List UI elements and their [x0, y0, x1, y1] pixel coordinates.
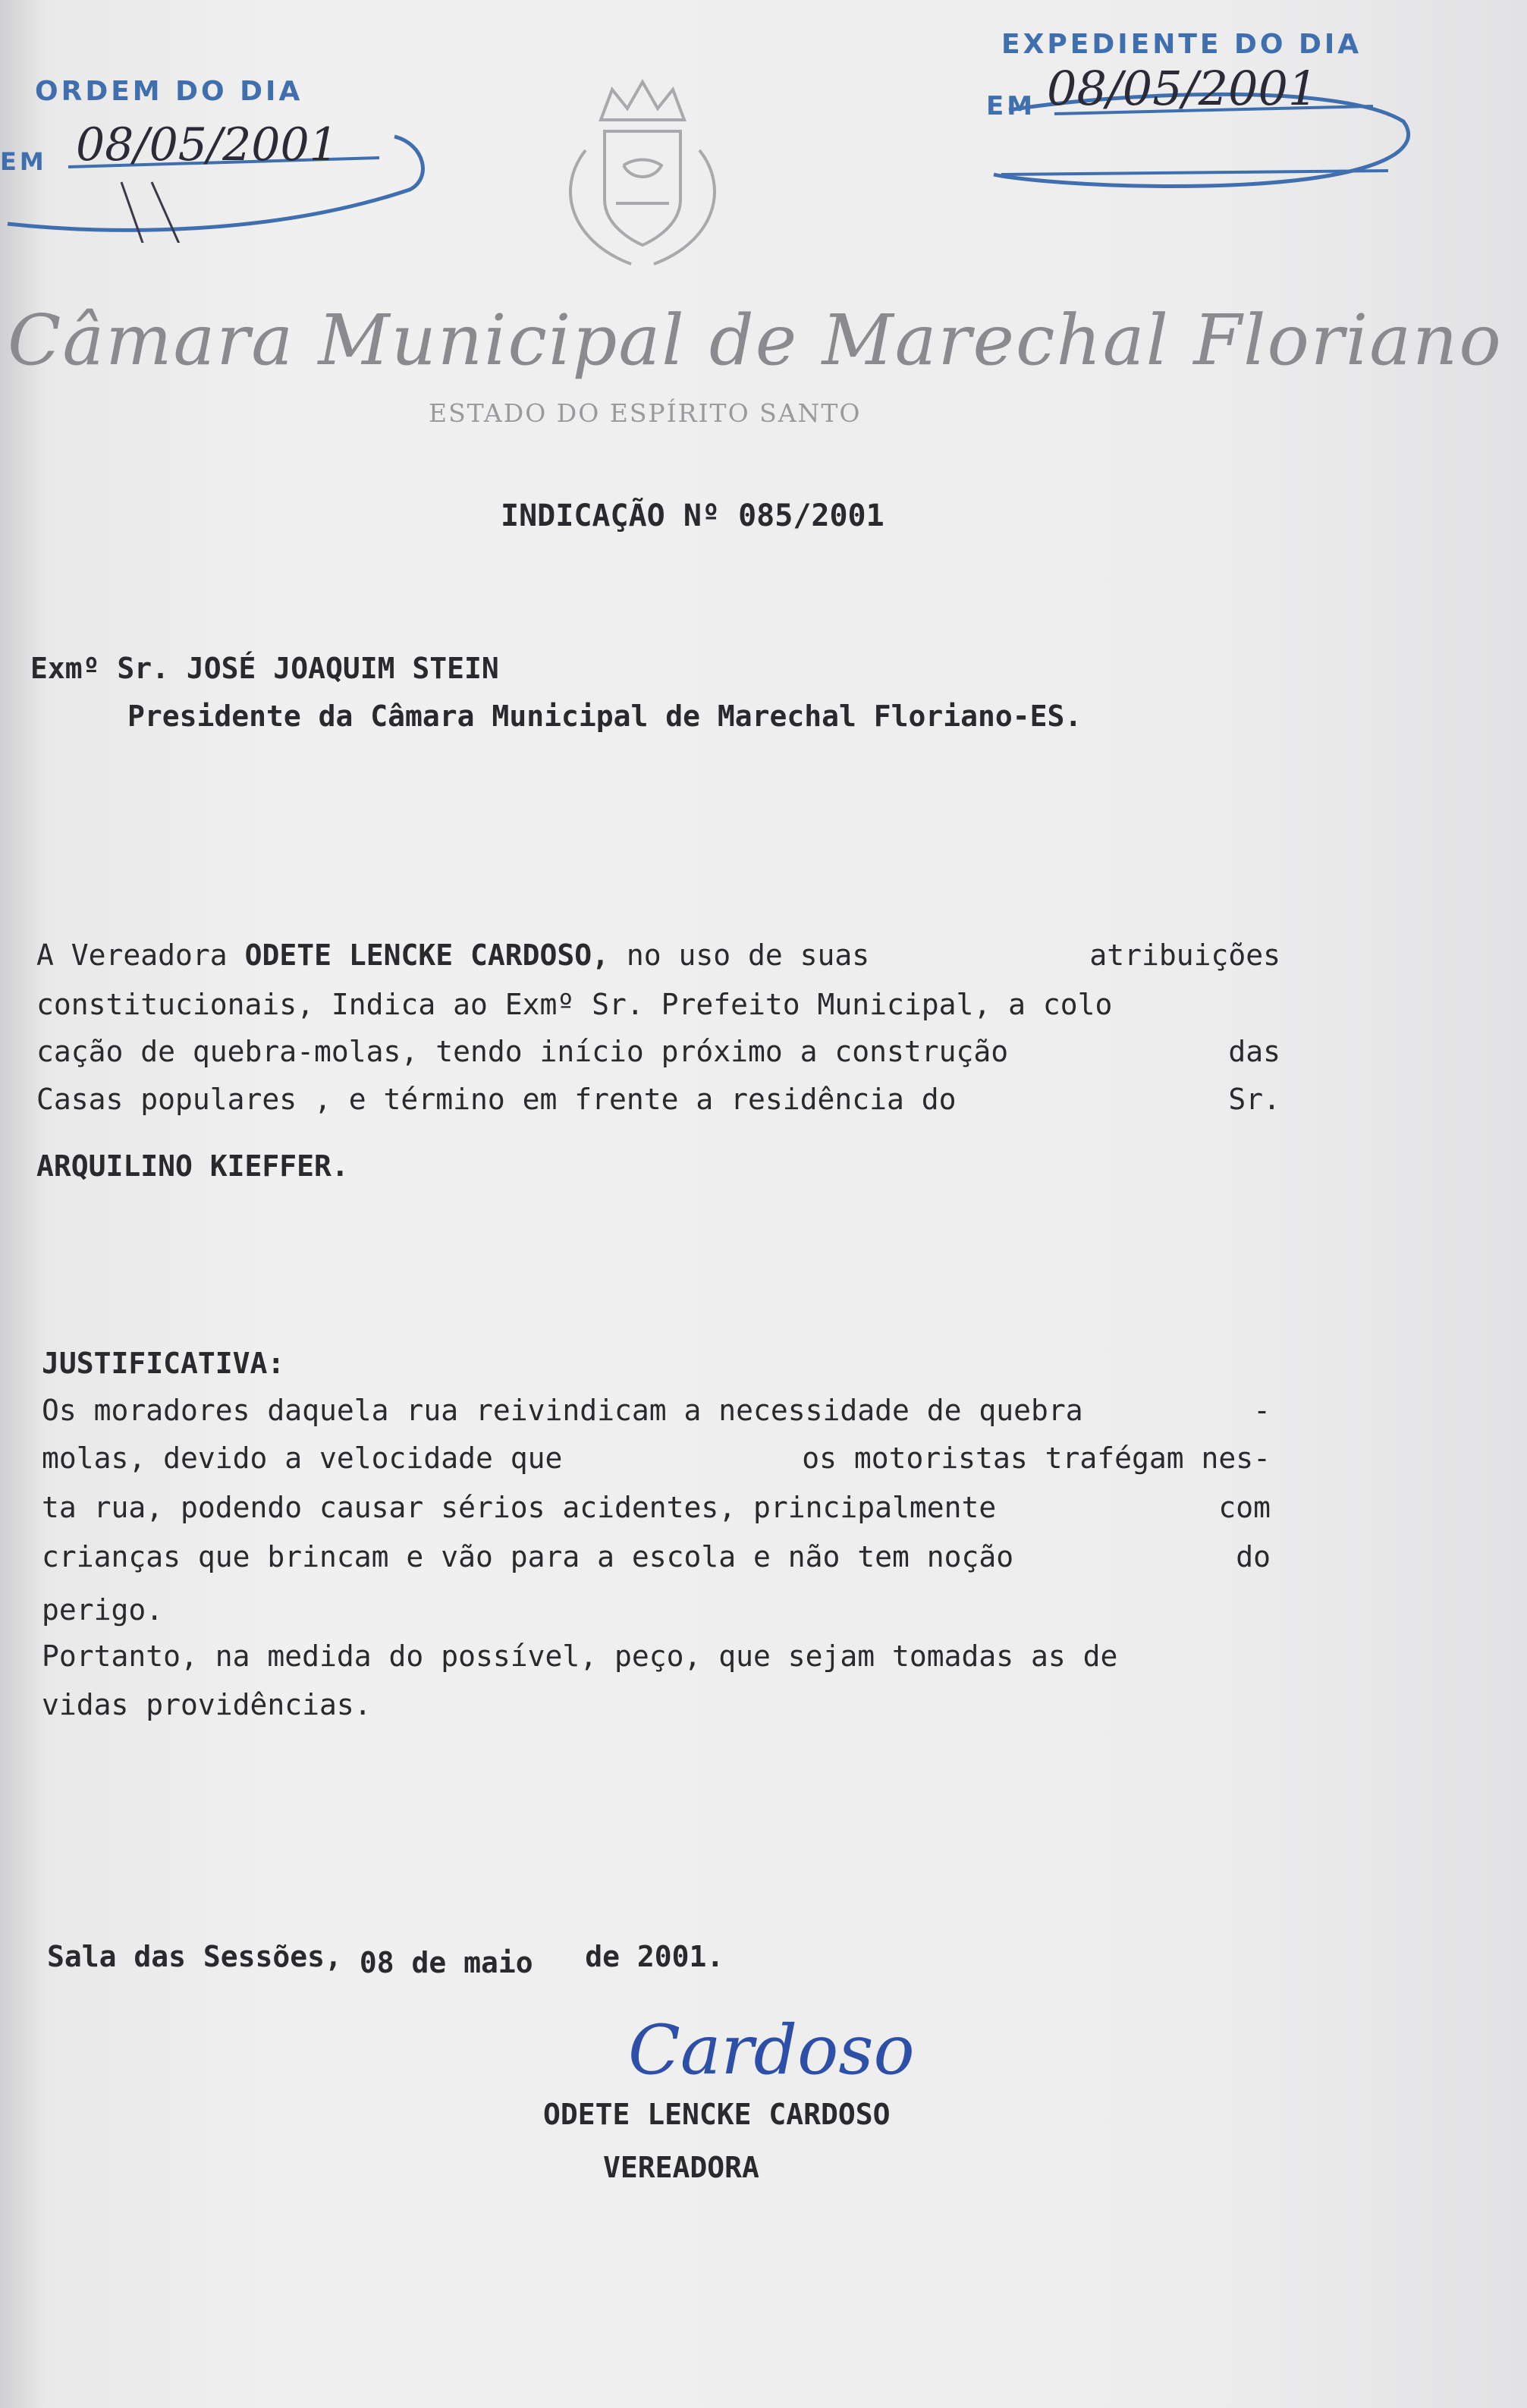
signatory-role: VEREADORA [603, 2151, 759, 2184]
justification-text: com [1218, 1491, 1271, 1524]
justification-line-1 [42, 1396, 1271, 1425]
body-text: Sr. [1228, 1083, 1280, 1116]
justification-text: os motoristas trafégam nes- [802, 1441, 1271, 1475]
body-text: atribuições [1089, 938, 1280, 972]
justification-line-3 [42, 1493, 1271, 1522]
stamp-expediente-prefix: EM [986, 91, 1036, 121]
justification-line-4 [42, 1542, 1271, 1571]
closing-line [47, 1940, 724, 1979]
justification-heading: JUSTIFICATIVA: [42, 1347, 285, 1380]
body-text: cação de quebra-molas, tendo início próximo a construção [36, 1035, 1009, 1068]
closing-year: de 2001. [585, 1940, 724, 1973]
justification-text: do [1236, 1540, 1271, 1573]
body-text: A Vereadora [36, 938, 228, 972]
justification-text: crianças que brincam e vão para a escola e não tem noção [42, 1540, 1014, 1573]
justification-line-7: vidas providências. [42, 1688, 372, 1721]
body-text: Casas populares , e término em frente a residência do [36, 1083, 957, 1116]
closing-month: de maio [411, 1946, 533, 1979]
addressee-line-2: Presidente da Câmara Municipal de Marechal Floriano-ES. [127, 699, 1082, 733]
stamp-expediente-do-dia [979, 15, 1434, 190]
justification-line-6: Portanto, na medida do possível, peço, que sejam tomadas as de [42, 1639, 1118, 1673]
body-line-3 [36, 1037, 1280, 1066]
signature-scribble: Cardoso [628, 2010, 915, 2090]
justification-line-5: perigo. [42, 1593, 164, 1627]
justification-line-2 [42, 1441, 1271, 1475]
body-line-4 [36, 1085, 1280, 1114]
stamp-expediente-date: 08/05/2001 [1047, 61, 1318, 116]
closing-place: Sala das Sessões, [47, 1940, 342, 1973]
stamp-ordem-prefix: EM [0, 147, 47, 176]
letterhead-subtitle: ESTADO DO ESPÍRITO SANTO [429, 398, 862, 428]
addressee-line-1 [30, 654, 499, 683]
justification-text: molas, devido a velocidade que [42, 1441, 563, 1475]
body-text: no uso de suas [626, 938, 870, 972]
body-line-2: constitucionais, Indica ao Exmº Sr. Prefeito Municipal, a colo [36, 988, 1113, 1021]
justification-text: ta rua, podendo causar sérios acidentes, principalmente [42, 1491, 997, 1524]
stamp-expediente-label: EXPEDIENTE DO DIA [1001, 29, 1362, 60]
justification-text: Os moradores daquela rua reivindicam a necessidade de quebra [42, 1394, 1083, 1427]
stamp-ordem-label: ORDEM DO DIA [35, 76, 303, 107]
document-heading: INDICAÇÃO Nº 085/2001 [501, 498, 884, 533]
stamp-ordem-date: 08/05/2001 [76, 118, 338, 171]
signatory-name: ODETE LENCKE CARDOSO [543, 2098, 891, 2131]
addressee-name: JOSÉ JOAQUIM STEIN [186, 652, 499, 685]
coat-of-arms-icon [540, 67, 745, 279]
vereadora-name: ODETE LENCKE CARDOSO, [244, 938, 609, 972]
letterhead-title: Câmara Municipal de Marechal Floriano [8, 300, 1503, 381]
body-text: das [1228, 1035, 1280, 1068]
closing-day: 08 [359, 1946, 394, 1979]
body-line-5: ARQUILINO KIEFFER. [36, 1149, 349, 1183]
stamp-ordem-do-dia [0, 46, 425, 243]
justification-text: - [1253, 1394, 1271, 1427]
body-line-1 [36, 938, 1280, 972]
addressee-prefix: Exmº Sr. [30, 652, 170, 685]
